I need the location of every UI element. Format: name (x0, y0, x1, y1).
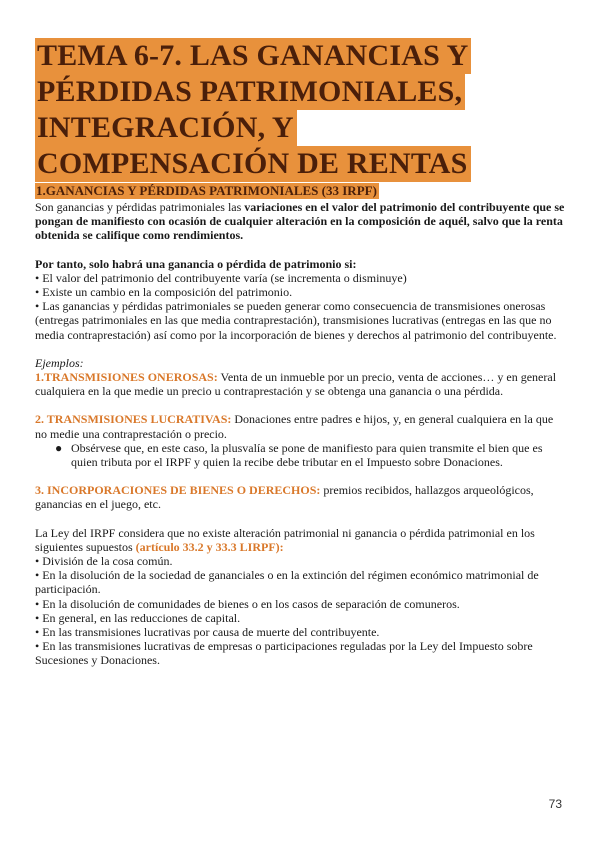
example-label: 1.TRANSMISIONES ONEROSAS: (35, 370, 218, 385)
example-note-list (35, 441, 565, 469)
case-item: • En las transmisiones lucrativas por causa de muerte del contribuyente. (35, 625, 380, 640)
example-incorporaciones (35, 483, 565, 511)
law-paragraph (35, 526, 565, 554)
case-item: • En la disolución de comunidades de bienes o en los casos de separación de comuneros. (35, 596, 460, 611)
intro-text: Son ganancias y pérdidas patrimoniales las (35, 200, 245, 214)
condition-item: • Existe un cambio en la composición del patrimonio. (35, 285, 293, 300)
page-number: 73 (548, 797, 562, 811)
case-item: • En la disolución de la sociedad de gananciales o en la extinción del régimen económico matrimonial de participación. (35, 568, 539, 597)
examples-heading: Ejemplos: (35, 355, 84, 370)
example-text: Donaciones entre padres e hijos, y, en general cualquiera en la que no medie una contraprestación o precio. (35, 412, 554, 441)
intro-definition: variaciones en el valor del patrimonio del contribuyente que se pongan de manifiesto con ocasión de cualquier alteración en la composición de aquél, salvo que la renta obtenida se califique como rendimientos. (35, 200, 565, 243)
title-line: INTEGRACIÓN, Y (35, 110, 297, 146)
condition-item: • El valor del patrimonio del contribuyente varía (se incrementa o disminuye) (35, 270, 407, 285)
conditions-heading: Por tanto, solo habrá una ganancia o pérdida de patrimonio si: (35, 256, 357, 271)
example-label: 3. INCORPORACIONES DE BIENES O DERECHOS: (35, 483, 321, 498)
document-page (35, 38, 565, 668)
title-line: TEMA 6-7. LAS GANANCIAS Y (35, 38, 471, 74)
example-lucrativas (35, 412, 565, 440)
condition-item: • Las ganancias y pérdidas patrimoniales se pueden generar como consecuencia de transmisiones onerosas (entregas patrimoniales en las que media contraprestación), transmisiones lucrativas (entregas en las que no media contraprestación) así como por la incorporación de bienes y derechos al patrimonio del contribuyente. (35, 299, 557, 342)
intro-paragraph (35, 200, 565, 243)
page-title (35, 38, 565, 182)
case-item: • En general, en las reducciones de capital. (35, 610, 241, 625)
example-onerosas (35, 370, 565, 398)
bullet-icon: ● (55, 440, 63, 455)
title-line: PÉRDIDAS PATRIMONIALES, (35, 74, 465, 110)
law-text: La Ley del IRPF considera que no existe alteración patrimonial ni ganancia o pérdida patrimonial en los siguientes supuestos (35, 525, 535, 554)
example-text: Venta de un inmueble por un precio, venta de acciones… y en general cualquiera en la que medie un precio u contraprestación y se obtenga una ganancia o una pérdida. (35, 370, 557, 399)
example-label: 2. TRANSMISIONES LUCRATIVAS: (35, 412, 232, 427)
title-line: COMPENSACIÓN DE RENTAS (35, 146, 471, 182)
section-heading: 1.GANANCIAS Y PÉRDIDAS PATRIMONIALES (33 IRPF) (36, 183, 377, 198)
example-note-text: Obsérvese que, en este caso, la plusvalía se pone de manifiesto para quien transmite el bien que es quien tributa por el IRPF y quien la recibe debe tributar en el Impuesto sobre Donaciones. (71, 440, 543, 470)
example-note (55, 441, 565, 469)
case-item: • En las transmisiones lucrativas de empresas o participaciones reguladas por la Ley del Impuesto sobre Sucesiones y Donaciones. (35, 639, 533, 668)
case-item: • División de la cosa común. (35, 554, 173, 569)
example-text: premios recibidos, hallazgos arqueológicos, ganancias en el juego, etc. (35, 483, 534, 512)
law-reference: (artículo 33.2 y 33.3 LIRPF): (135, 539, 284, 554)
